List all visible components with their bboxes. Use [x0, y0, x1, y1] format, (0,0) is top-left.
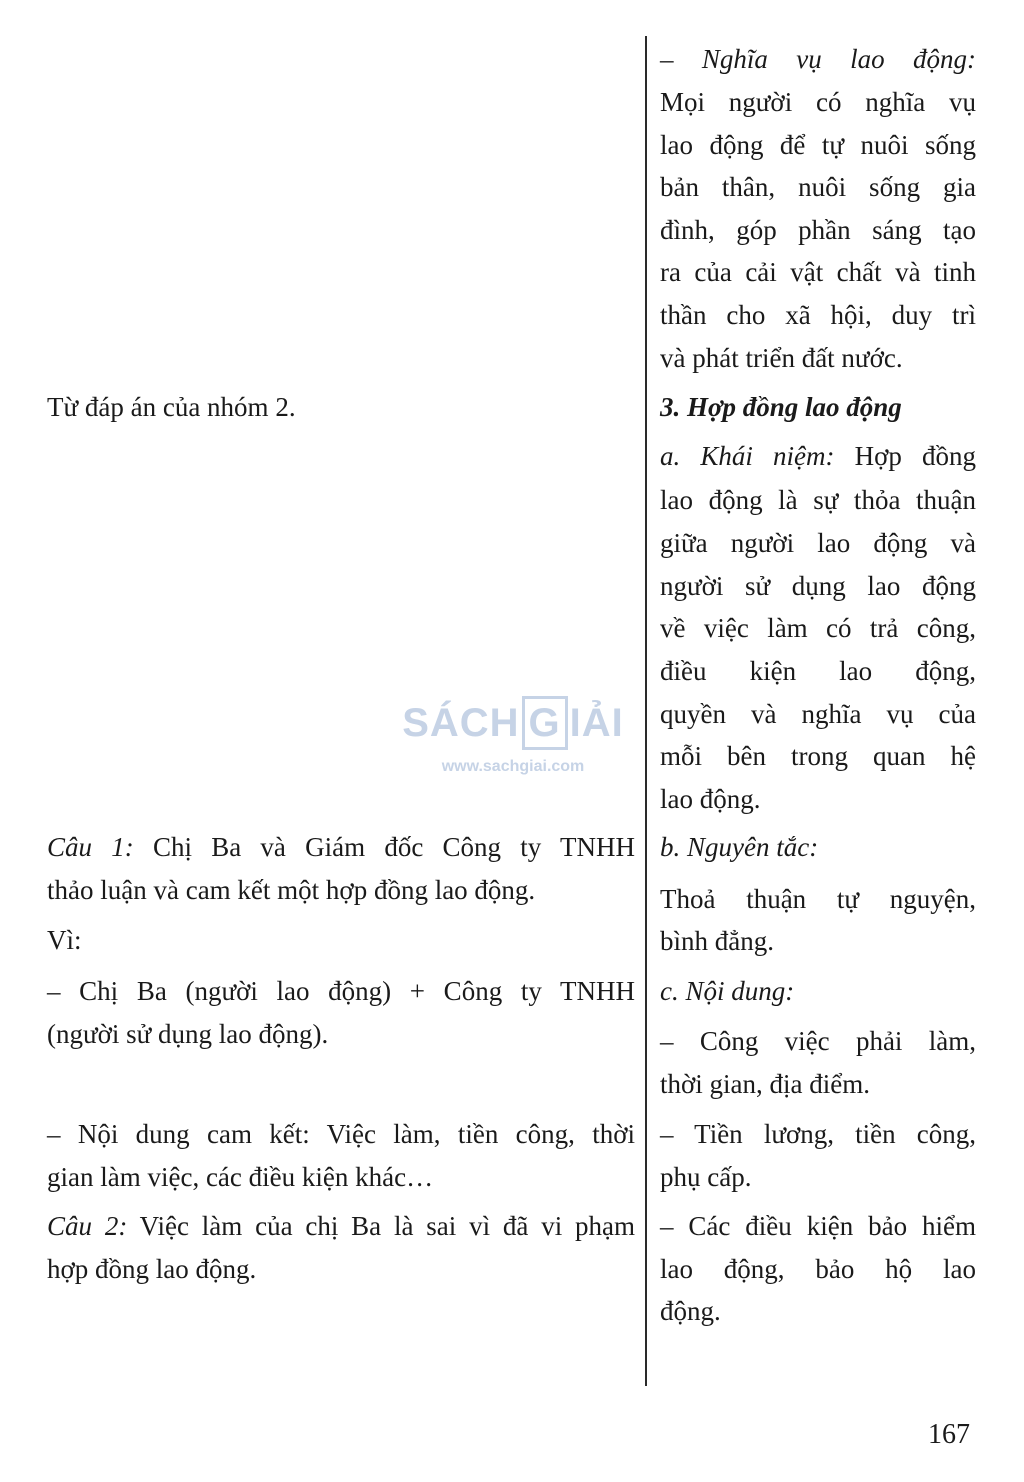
- question1-first-line: [47, 826, 635, 869]
- concept-line: lao động.: [660, 784, 761, 814]
- concept-text-start: Hợp đồng: [834, 441, 976, 471]
- section3-title: 3. Hợp đồng lao động: [660, 392, 902, 422]
- sachgiai-watermark: [400, 692, 626, 780]
- question2-label: Câu 2:: [47, 1211, 128, 1241]
- duty-line: thần cho xã hội, duy trì: [660, 300, 976, 330]
- contents-insurance-line: động.: [660, 1296, 721, 1326]
- concept-line: mỗi bên trong quan hệ: [660, 741, 976, 771]
- question2-text-start: Việc làm của chị Ba là sai vì đã vi phạm: [127, 1211, 635, 1241]
- concept-label: a. Khái niệm:: [660, 441, 835, 471]
- concept-line: quyền và nghĩa vụ của: [660, 699, 976, 729]
- contents-insurance-line: lao động, bảo hộ lao: [660, 1254, 976, 1284]
- duty-line: Mọi người có nghĩa vụ: [660, 87, 976, 117]
- commitment-line: gian làm việc, các điều kiện khác…: [47, 1162, 434, 1192]
- duty-line: đình, góp phần sáng tạo: [660, 215, 976, 245]
- because-label: Vì:: [47, 925, 82, 955]
- question1-text-start: Chị Ba và Giám đốc Công ty TNHH: [133, 832, 636, 862]
- duty-line: lao động để tự nuôi sống: [660, 130, 976, 160]
- from-group-text: Từ đáp án của nhóm 2.: [47, 392, 296, 422]
- concept-line: người sử dụng lao động: [660, 571, 976, 601]
- duty-line: bản thân, nuôi sống gia: [660, 172, 976, 202]
- concept-line: điều kiện lao động,: [660, 656, 976, 686]
- commitment-line: – Nội dung cam kết: Việc làm, tiền công, thời: [47, 1119, 635, 1149]
- watermark-logo: SÁCH G IẢI: [400, 692, 626, 754]
- concept-first-line: [660, 435, 976, 478]
- watermark-url: www.sachgiai.com: [441, 758, 585, 775]
- question1-line: thảo luận và cam kết một hợp đồng lao động.: [47, 875, 536, 905]
- question1-label: Câu 1:: [47, 832, 134, 862]
- parties-line: (người sử dụng lao động).: [47, 1019, 329, 1049]
- contents-wage-line: – Tiền lương, tiền công,: [660, 1119, 976, 1149]
- parties-line: – Chị Ba (người lao động) + Công ty TNHH: [47, 976, 635, 1006]
- principle-label: b. Nguyên tắc:: [660, 832, 819, 862]
- contents-insurance-line: – Các điều kiện bảo hiểm: [660, 1211, 976, 1241]
- contents-wage-line: phụ cấp.: [660, 1162, 752, 1192]
- question2-line: hợp đồng lao động.: [47, 1254, 257, 1284]
- principle-line: Thoả thuận tự nguyện,: [660, 884, 976, 914]
- contents-work-line: thời gian, địa điểm.: [660, 1069, 870, 1099]
- contents-label: c. Nội dung:: [660, 976, 795, 1006]
- concept-line: về việc làm có trả công,: [660, 613, 976, 643]
- duty-line: và phát triển đất nước.: [660, 343, 903, 373]
- duty-line: ra của cải vật chất và tinh: [660, 257, 976, 287]
- column-divider: [645, 36, 647, 1386]
- principle-line: bình đẳng.: [660, 926, 774, 956]
- watermark-logo-box: G: [522, 696, 568, 750]
- duty-heading: – Nghĩa vụ lao động:: [660, 44, 976, 74]
- page-number: 167: [928, 1419, 970, 1450]
- contents-work-line: – Công việc phải làm,: [660, 1026, 976, 1056]
- concept-line: giữa người lao động và: [660, 528, 976, 558]
- concept-line: lao động là sự thỏa thuận: [660, 485, 976, 515]
- question2-first-line: [47, 1205, 635, 1248]
